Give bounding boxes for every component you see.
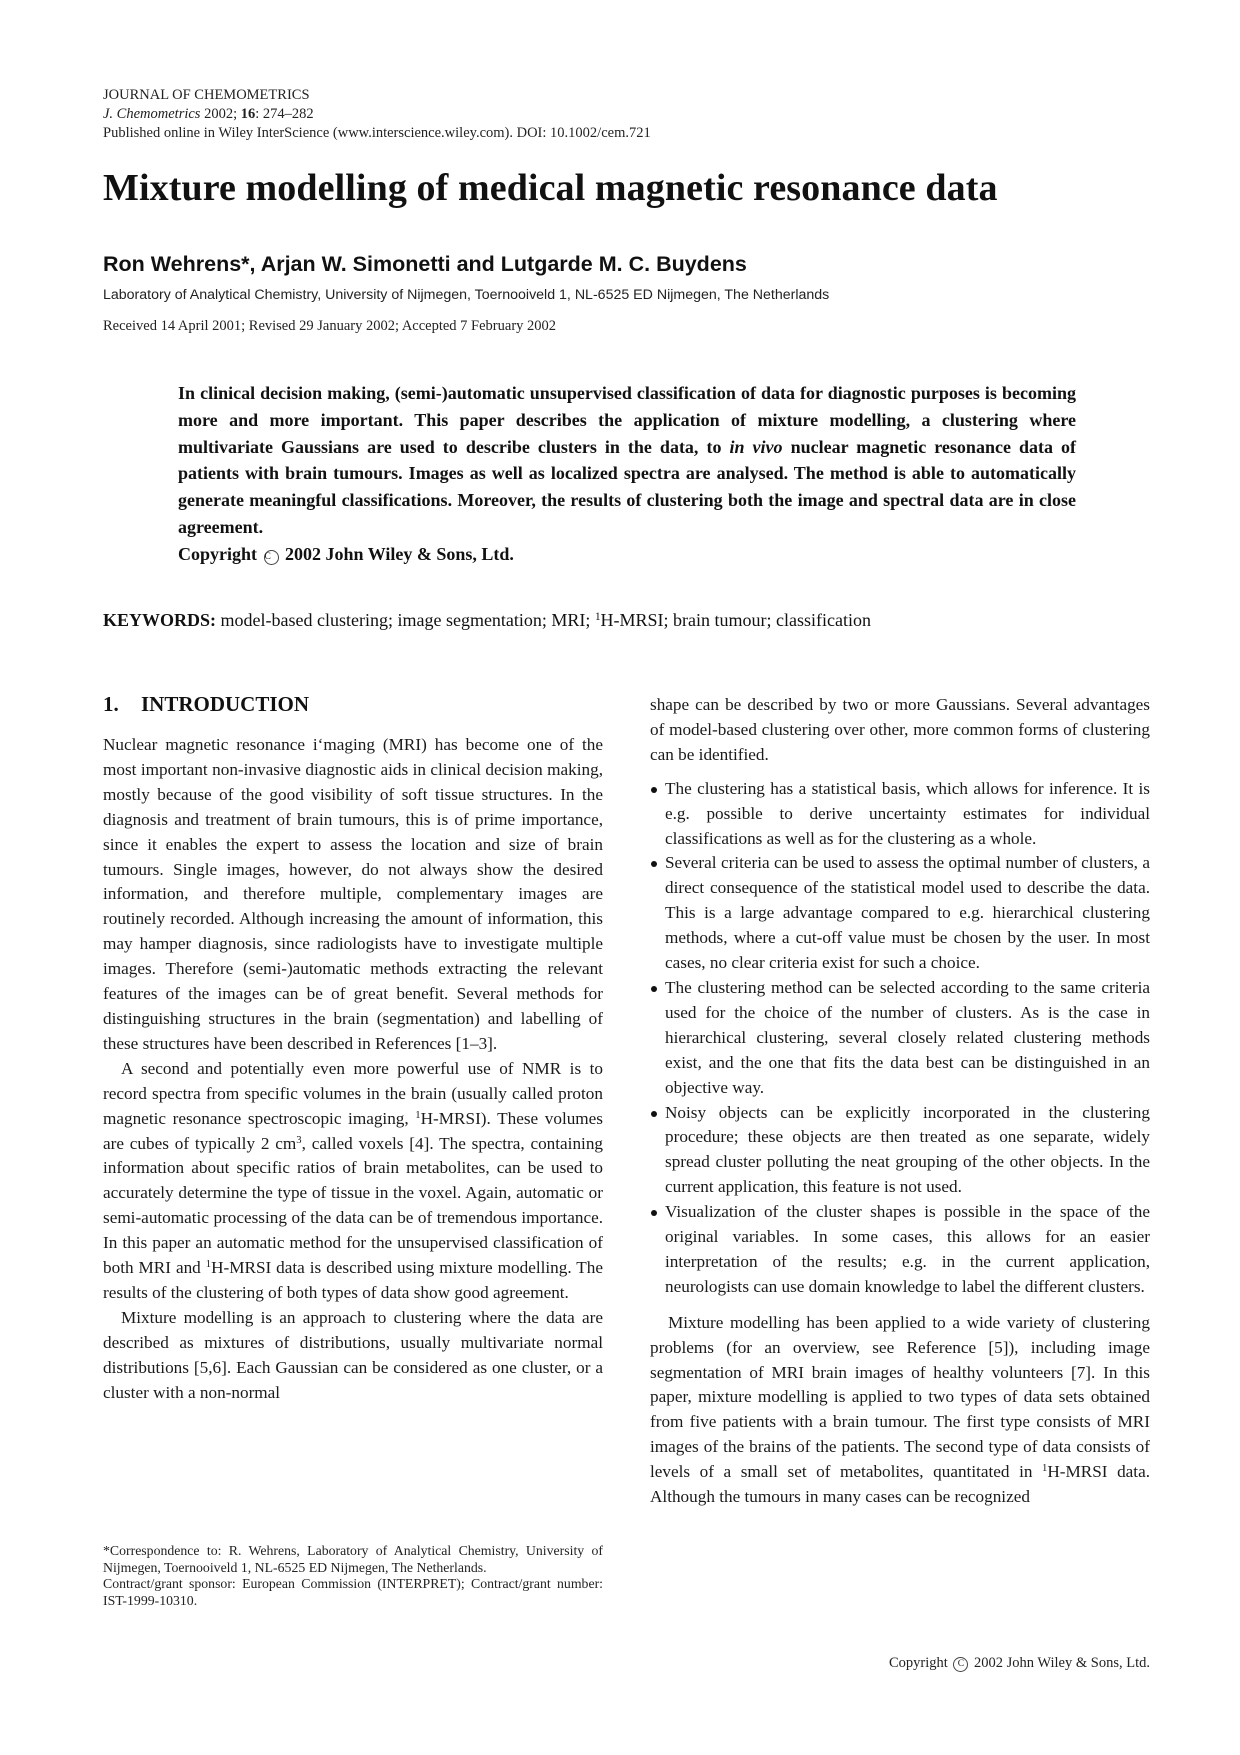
list-item [650,1200,1150,1300]
keywords-label: KEYWORDS: [103,610,217,630]
citation-year: 2002; [200,106,241,122]
footnote-sponsor: Contract/grant sponsor: European Commission (INTERPRET); Contract/grant number: IST-1999-10310. [103,1576,603,1608]
received-dates: Received 14 April 2001; Revised 29 January 2002; Accepted 7 February 2002 [103,318,557,334]
abstract-text-2: nuclear magnetic resonance data of patients with brain tumours. Images as well as localized spectra are analysed. The method is able to automatically generate meaningful classifications. Moreover, the results of clustering both the image and spectral data are in close agreement. [178,436,1076,537]
copyright-icon: C [264,550,279,565]
abstract [178,380,1076,568]
text-run: H-MRSI). These volumes are cubes of typically 2 cm [103,1108,603,1153]
footnote [103,1543,603,1609]
section-number: 1. [103,692,119,716]
abstract-copyright-label: Copyright [178,543,258,564]
text-run: H-MRSI data. Although the tumours in many cases can be recognized [650,1462,1150,1507]
journal-name: JOURNAL OF CHEMOMETRICS [103,87,310,103]
list-item [650,777,1150,852]
superscript: 1 [205,1259,212,1271]
superscript: 1 [415,1109,421,1121]
citation-line [103,105,314,124]
author-list: Ron Wehrens*, Arjan W. Simonetti and Lutgarde M. C. Buydens [103,252,747,276]
affiliation: Laboratory of Analytical Chemistry, University of Nijmegen, Toernooiveld 1, NL-6525 ED Nijmegen, The Netherlands [103,287,830,303]
text-run: Mixture modelling has been applied to a wide variety of clustering problems (for an overview, see Reference [5]), including image segmentation of MRI brain images of healthy volunteers [7]. In this paper, mixture modelling is applied to two types of data sets obtained from five patients with a brain tumour. The first type consists of MRI images of the brains of the patients. The second type of data consists of levels of a small set of metabolites, quantitated in [650,1312,1150,1482]
text-run: , called voxels [4]. The spectra, containing information about specific ratios of brain metabolites, can be used to accurately determine the type of tissue in the voxel. Again, automatic or semi-automatic processing of the data can be of tremendous importance. In this paper an automatic method for the unsupervised classification of both MRI and [103,1133,604,1278]
copyright-label: Copyright [888,1655,948,1671]
section-title: INTRODUCTION [141,692,310,716]
section-heading-introduction [103,692,309,717]
bullet-icon [651,986,657,992]
keywords-text-b: H-MRSI; brain tumour; classification [600,610,871,630]
list-item-text: Visualization of the cluster shapes is possible in the space of the original variables. In some cases, this allows for an easier interpretation of the results; e.g. in the current application, neurologists can use domain knowledge to label the different clusters. [665,1202,1150,1296]
intro-paragraph-3: Mixture modelling is an approach to clustering where the data are described as mixtures of distributions, usually multivariate normal distributions [5,6]. Each Gaussian can be considered as one cluster, or a cluster with a non-normal [103,1307,603,1402]
keywords-text-a: model-based clustering; image segmentation; MRI; [216,610,595,630]
bullet-icon [651,861,657,867]
bullet-icon [651,787,657,793]
list-item-text: The clustering has a statistical basis, which allows for inference. It is e.g. possible to derive uncertainty estimates for individual classifications as well as for the clustering as a whole. [665,778,1150,848]
list-item-text: Noisy objects can be explicitly incorporated in the clustering procedure; these objects are then treated as one separate, widely spread cluster polluting the neat grouping of the other objects. In the current application, this feature is not used. [665,1102,1150,1197]
spacer [650,1300,1150,1311]
published-online-line: Published online in Wiley InterScience (www.interscience.wiley.com). DOI: 10.1002/cem.721 [103,125,651,141]
bullet-icon [651,1111,657,1117]
citation-journal: J. Chemometrics [103,106,201,122]
bullet-icon [651,1210,657,1216]
superscript: 3 [296,1134,302,1146]
article-title: Mixture modelling of medical magnetic resonance data [103,167,998,209]
abstract-text-1: In clinical decision making, (semi-)automatic unsupervised classification of data for diagnostic purposes is becoming more and more important. This paper describes the application of mixture modelling, a clustering where multivariate Gaussians are used to describe clusters in the data, to [178,383,1076,457]
list-item-text: Several criteria can be used to assess the optimal number of clusters, a direct consequence of the statistical model used to describe the data. This is a large advantage compared to e.g. hierarchical clustering methods, where a cut-off value must be chosen by the user. In most cases, no clear criteria exist for such a choice. [665,853,1150,973]
right-column [650,693,1150,1510]
citation-volume: 16 [240,106,256,122]
left-column [103,733,603,1405]
keywords [103,610,871,631]
copyright-owner: 2002 John Wiley & Sons, Ltd. [974,1655,1150,1671]
superscript: 1 [1042,1463,1048,1475]
keywords-sup: 1 [594,610,601,623]
text-run: H-MRSI data is described using mixture modelling. The results of the clustering of both types of data show good agreement. [103,1258,603,1302]
advantages-list [650,777,1150,1300]
citation-pages: : 274–282 [255,106,314,122]
list-item [650,1101,1150,1201]
abstract-copyright-owner: 2002 John Wiley & Sons, Ltd. [285,543,514,564]
list-item-text: The clustering method can be selected according to the same criteria used for the choice of the number of clusters. As is the case in hierarchical clustering, several closely related clustering methods exist, and the one that fits the data best can be distinguished in an objective way. [665,977,1150,1097]
abstract-italic: in vivo [729,436,783,457]
page-copyright [889,1655,1150,1672]
right-paragraph-2 [650,1311,1150,1510]
copyright-icon: C [953,1657,968,1672]
list-item [650,851,1150,976]
intro-paragraph-2 [103,1057,603,1306]
right-paragraph-1: shape can be described by two or more Gaussians. Several advantages of model-based clustering over other, more common forms of clustering can be identified. [650,695,1150,764]
footnote-correspondence: *Correspondence to: R. Wehrens, Laboratory of Analytical Chemistry, University of Nijmegen, Toernooiveld 1, NL-6525 ED Nijmegen, The Netherlands. [103,1543,603,1575]
intro-paragraph-1: Nuclear magnetic resonance i‘maging (MRI) has become one of the most important non-invasive diagnostic aids in clinical decision making, mostly because of the good visibility of soft tissue structures. In the diagnosis and treatment of brain tumours, this is of prime importance, since it enables the expert to assess the location and size of brain tumours. Single images, however, do not always show the desired information, and therefore multiple, complementary images are routinely recorded. Although increasing the amount of information, this may hamper diagnosis, since radiologists have to investigate multiple images. Therefore (semi-)automatic methods extracting the relevant features of the images can be of great benefit. Several methods for distinguishing structures in the brain (segmentation) and labelling of these structures have been described in References [1–3]. [103,735,603,1053]
text-run: A second and potentially even more powerful use of NMR is to record spectra from specific volumes in the brain (usually called proton magnetic resonance spectroscopic imaging, [103,1058,603,1128]
list-item [650,976,1150,1101]
